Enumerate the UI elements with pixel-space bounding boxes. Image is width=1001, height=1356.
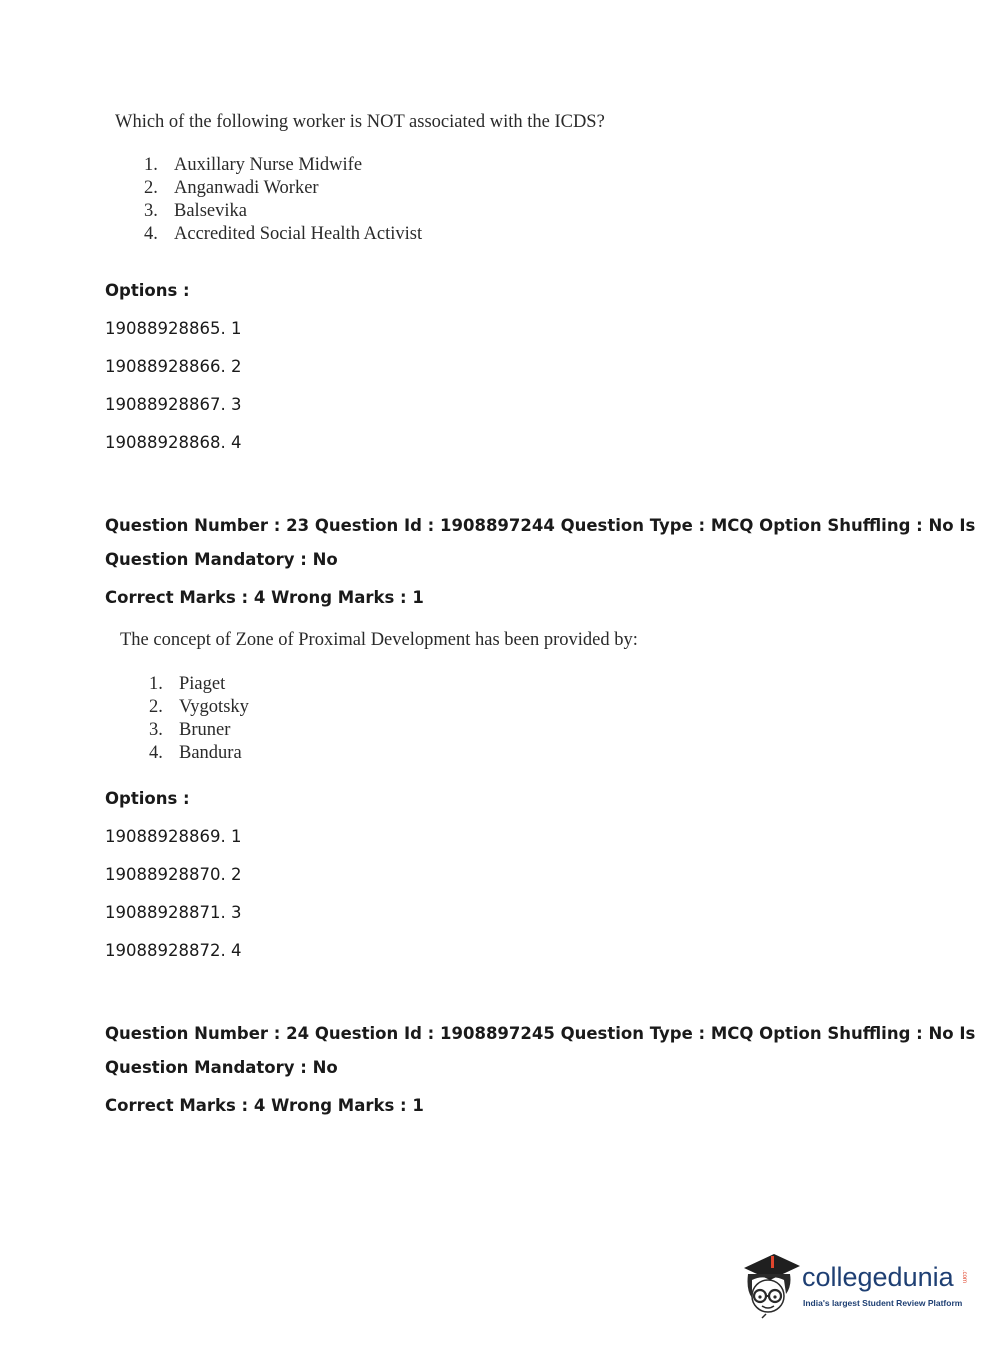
option-item: 19088928867. 3 — [105, 395, 242, 414]
choice-item: 1. Auxillary Nurse Midwife — [144, 155, 363, 175]
question-24-marks: Correct Marks : 4 Wrong Marks : 1 — [105, 1096, 424, 1115]
choice-item: 3. Bruner — [149, 720, 231, 740]
question-22-choices — [144, 154, 605, 246]
choice-item: 2. Anganwadi Worker — [144, 178, 319, 198]
option-item: 19088928869. 1 — [105, 827, 242, 846]
mascot-icon — [740, 1250, 802, 1320]
question-22-text: Which of the following worker is NOT associated with the ICDS? — [115, 112, 605, 132]
question-23-mandatory: Question Mandatory : No — [105, 550, 338, 569]
options-label: Options : — [105, 789, 190, 808]
choice-item: 4. Bandura — [149, 743, 242, 763]
option-item: 19088928871. 3 — [105, 903, 242, 922]
question-24-mandatory: Question Mandatory : No — [105, 1058, 338, 1077]
question-23-text: The concept of Zone of Proximal Development has been provided by: — [120, 630, 638, 650]
logo-wordmark: collegedunia — [802, 1262, 954, 1292]
choice-item: 1. Piaget — [149, 674, 226, 694]
option-item: 19088928866. 2 — [105, 357, 242, 376]
collegedunia-logo — [740, 1250, 970, 1320]
question-23-image — [120, 630, 638, 765]
options-label: Options : — [105, 281, 190, 300]
question-23-header: Question Number : 23 Question Id : 1908897244 Question Type : MCQ Option Shuffling : No Is — [105, 516, 976, 535]
logo-suffix: .com — [961, 1270, 967, 1284]
question-23-choices — [149, 673, 638, 765]
question-23-marks: Correct Marks : 4 Wrong Marks : 1 — [105, 588, 424, 607]
question-24-header: Question Number : 24 Question Id : 1908897245 Question Type : MCQ Option Shuffling : No Is — [105, 1024, 976, 1043]
option-item: 19088928872. 4 — [105, 941, 242, 960]
choice-item: 2. Vygotsky — [149, 697, 249, 717]
choice-item: 4. Accredited Social Health Activist — [144, 224, 423, 244]
option-item: 19088928870. 2 — [105, 865, 242, 884]
option-item: 19088928865. 1 — [105, 319, 242, 338]
question-22-image — [115, 112, 605, 246]
option-item: 19088928868. 4 — [105, 433, 242, 452]
choice-item: 3. Balsevika — [144, 201, 247, 221]
logo-tagline: India's largest Student Review Platform — [803, 1298, 963, 1308]
